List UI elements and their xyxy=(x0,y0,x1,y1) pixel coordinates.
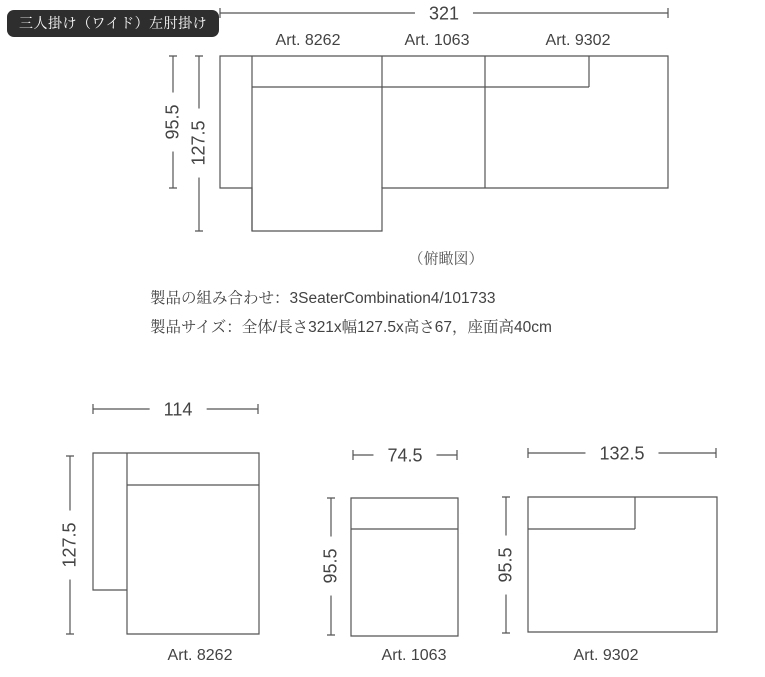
module-9302-art-label: Art. 9302 xyxy=(573,647,639,664)
module-8262-linework xyxy=(66,404,259,634)
module-9302-width-dim-label: 132.5 xyxy=(585,444,658,465)
module-9302-outline xyxy=(528,497,717,632)
module-8262-art-label: Art. 8262 xyxy=(167,647,233,664)
module-8262-depth-dim-label: 127.5 xyxy=(60,510,81,579)
module-1063-linework xyxy=(327,450,458,636)
overview-caption: （俯瞰図） xyxy=(408,250,484,268)
overview-module-label-1063: Art. 1063 xyxy=(404,32,470,49)
overview-sofa-outline xyxy=(220,56,668,231)
overview-total-width-dim-label: 321 xyxy=(415,4,473,25)
module-1063-art-label: Art. 1063 xyxy=(381,647,447,664)
product-size-text: 製品サイズ：全体/長さ321x幅127.5x高さ67，座面高40cm xyxy=(150,319,552,336)
overview-sofa-inner-lines xyxy=(252,56,589,231)
overview-total-depth-dim-label: 127.5 xyxy=(189,108,210,177)
module-1063-depth-dim-label: 95.5 xyxy=(321,536,342,595)
variant-badge: 三人掛け（ワイド）左肘掛け xyxy=(7,10,219,37)
module-9302-linework xyxy=(502,448,717,633)
overview-module-label-9302: Art. 9302 xyxy=(545,32,611,49)
module-8262-width-dim-label: 114 xyxy=(150,400,207,421)
module-1063-width-dim-label: 74.5 xyxy=(373,446,436,467)
module-9302-depth-dim-label: 95.5 xyxy=(496,535,517,594)
overview-seat-depth-dim-label: 95.5 xyxy=(163,92,184,151)
product-combination-text: 製品の組み合わせ：3SeaterCombination4/101733 xyxy=(150,290,496,307)
module-8262-outline xyxy=(93,453,259,634)
overview-module-label-8262: Art. 8262 xyxy=(275,32,341,49)
module-1063-outline xyxy=(351,498,458,636)
